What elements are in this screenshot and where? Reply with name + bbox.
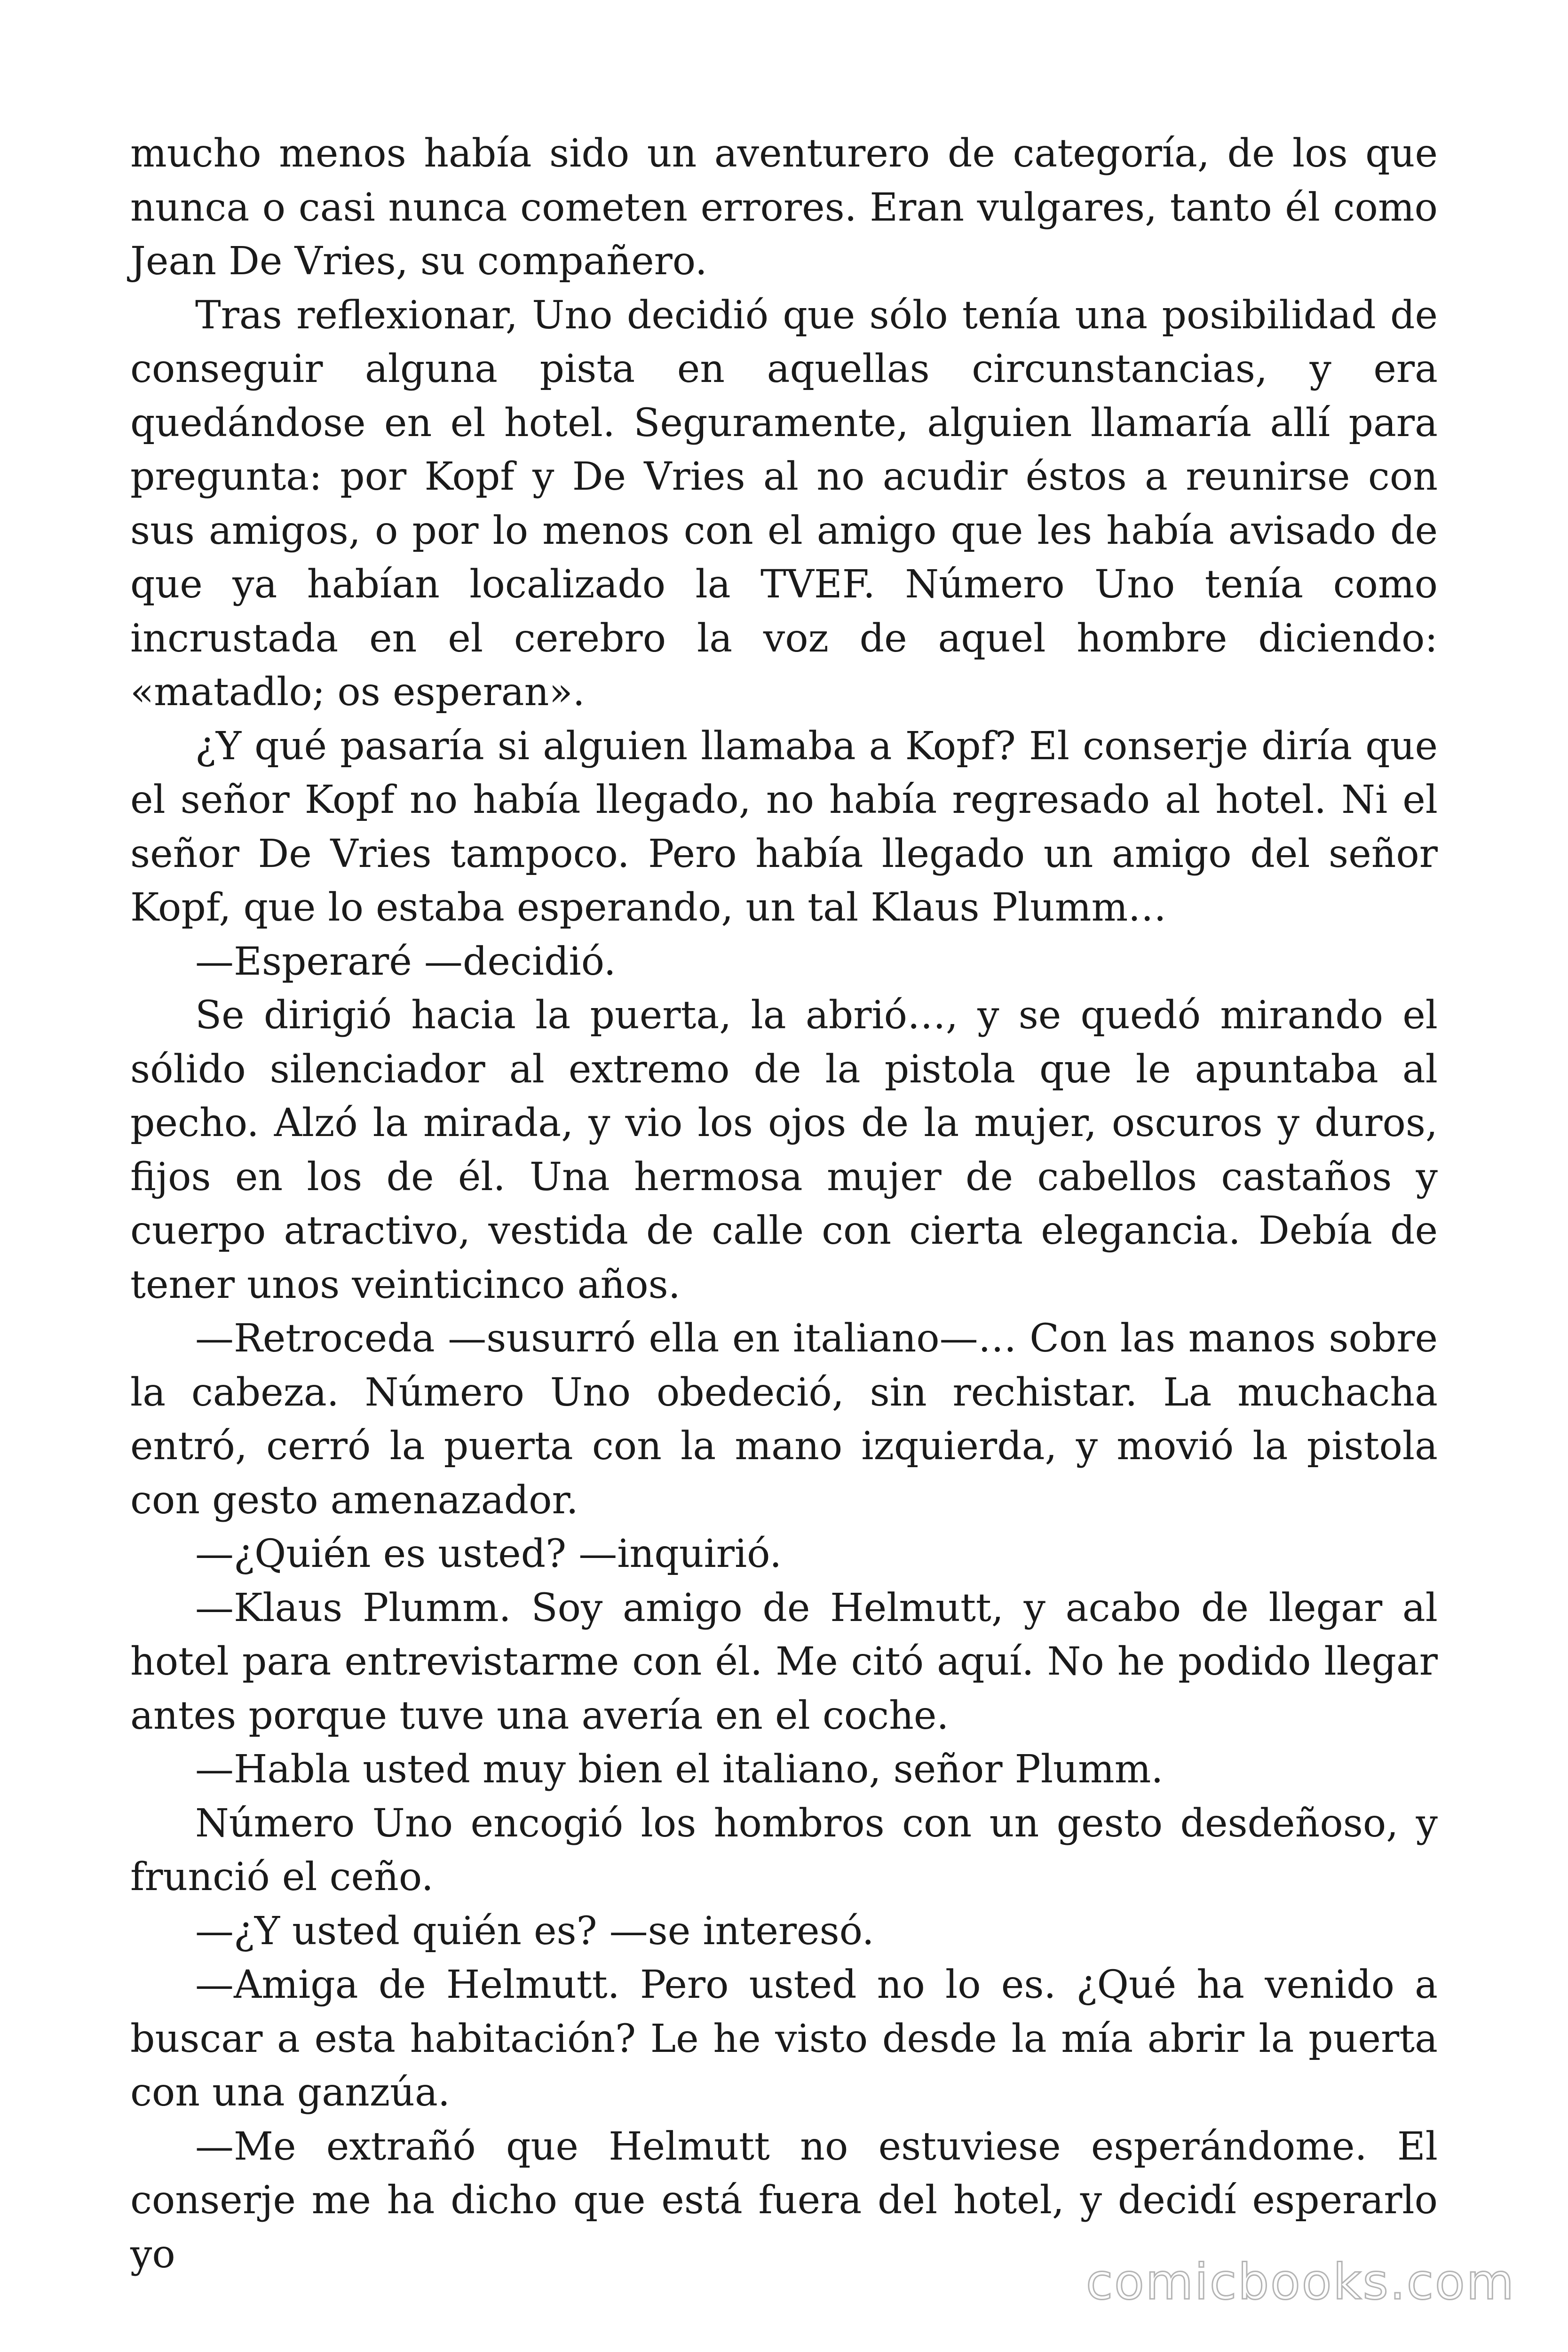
paragraph: —Amiga de Helmutt. Pero usted no lo es. ¿Qué ha venido a buscar a esta habitación? Le he visto desde la mía abrir la puerta con una ganzúa. [130, 1963, 1438, 2115]
paragraph: Tras reflexionar, Uno decidió que sólo tenía una posibilidad de conseguir alguna pista en aquellas circunstancias, y era quedándose en el hotel. Seguramente, alguien llamaría allí para pregunta: por Kopf y De Vries al no acudir éstos a reunirse con sus amigos, o por lo menos con el amigo que les había avisado de que ya habían localizado la TVEF. Número Uno tenía como incrustada en el cerebro la voz de aquel hombre diciendo: «matadlo; os esperan». [130, 293, 1438, 715]
paragraph: —¿Y usted quién es? —se interesó. [195, 1908, 874, 1954]
paragraph: Número Uno encogió los hombros con un gesto desdeñoso, y frunció el ceño. [130, 1801, 1438, 1899]
paragraph: —Esperaré —decidió. [195, 939, 616, 984]
watermark: comicbooks.com [1085, 2253, 1515, 2311]
paragraph: —¿Quién es usted? —inquirió. [195, 1532, 782, 1576]
paragraph: Se dirigió hacia la puerta, la abrió…, y se quedó mirando el sólido silenciador al extremo de la pistola que le apuntaba al pecho. Alzó la mirada, y vio los ojos de la mujer, oscuros y duros, fijos en los de él. Una hermosa mujer de cabellos castaños y cuerpo atractivo, vestida de calle con cierta elegancia. Debía de tener unos veinticinco años. [130, 993, 1438, 1307]
paragraph: —Me extrañó que Helmutt no estuviese esperándome. El conserje me ha dicho que está fuera del hotel, y decidí esperarlo yo [130, 2124, 1438, 2277]
paragraph: ¿Y qué pasaría si alguien llamaba a Kopf? El conserje diría que el señor Kopf no había llegado, no había regresado al hotel. Ni el señor De Vries tampoco. Pero había llegado un amigo del señor Kopf, que lo estaba esperando, un tal Klaus Plumm… [130, 723, 1438, 930]
body-text [130, 127, 1438, 2281]
paragraph: mucho menos había sido un aventurero de categoría, de los que nunca o casi nunca cometen errores. Eran vulgares, tanto él como Jean De Vries, su compañero. [130, 131, 1438, 284]
paragraph: —Habla usted muy bien el italiano, señor Plumm. [195, 1747, 1164, 1792]
paragraph: —Retroceda —susurró ella en italiano—… Con las manos sobre la cabeza. Número Uno obedeció, sin rechistar. La muchacha entró, cerró la puerta con la mano izquierda, y movió la pistola con gesto amenazador. [130, 1316, 1438, 1523]
paragraph: —Klaus Plumm. Soy amigo de Helmutt, y acabo de llegar al hotel para entrevistarme con él. Me citó aquí. No he podido llegar antes porque tuve una avería en el coche. [130, 1585, 1438, 1738]
